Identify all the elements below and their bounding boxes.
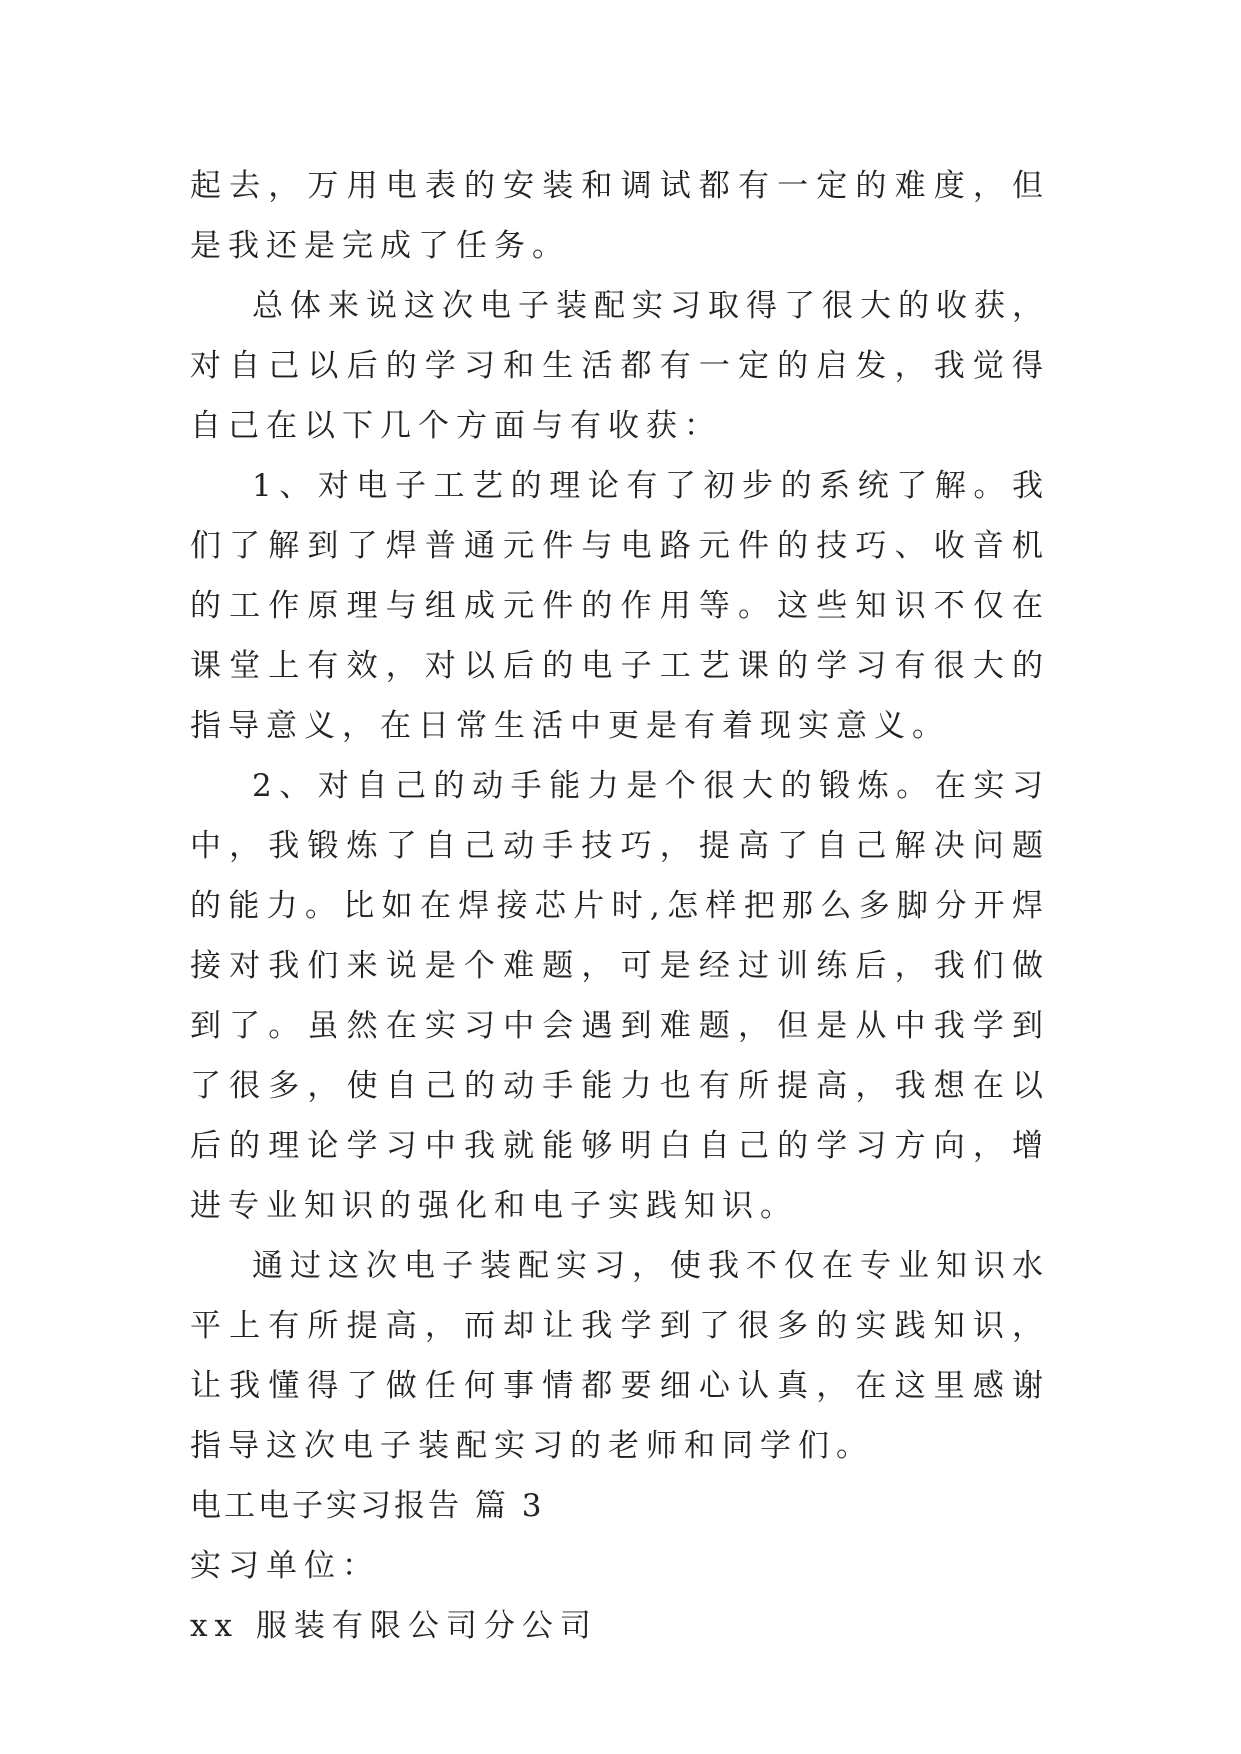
section-title: 电工电子实习报告 篇 3 xyxy=(190,1488,545,1524)
paragraph-1: 起去，万用电表的安装和调试都有一定的难度，但是我还是完成了任务。 xyxy=(190,168,1050,264)
unit-label: 实习单位： xyxy=(190,1548,380,1584)
paragraph-2: 总体来说这次电子装配实习取得了很大的收获，对自己以后的学习和生活都有一定的启发，我觉得自己在以下几个方面与有收获： xyxy=(190,288,1050,444)
paragraph-3: 1、对电子工艺的理论有了初步的系统了解。我们了解到了焊普通元件与电路元件的技巧、收音机的工作原理与组成元件的作用等。这些知识不仅在课堂上有效，对以后的电子工艺课的学习有很大的指导意义，在日常生活中更是有着现实意义。 xyxy=(190,468,1050,744)
unit-value: xx 服装有限公司分公司 xyxy=(190,1608,598,1644)
paragraph-4: 2、对自己的动手能力是个很大的锻炼。在实习中，我锻炼了自己动手技巧，提高了自己解决问题的能力。比如在焊接芯片时,怎样把那么多脚分开焊接对我们来说是个难题，可是经过训练后，我们做到了。虽然在实习中会遇到难题，但是从中我学到了很多，使自己的动手能力也有所提高，我想在以后的理论学习中我就能够明白自己的学习方向，增进专业知识的强化和电子实践知识。 xyxy=(190,768,1050,1224)
paragraph-5: 通过这次电子装配实习，使我不仅在专业知识水平上有所提高，而却让我学到了很多的实践知识，让我懂得了做任何事情都要细心认真，在这里感谢指导这次电子装配实习的老师和同学们。 xyxy=(190,1248,1050,1464)
document-body xyxy=(190,156,1050,1656)
